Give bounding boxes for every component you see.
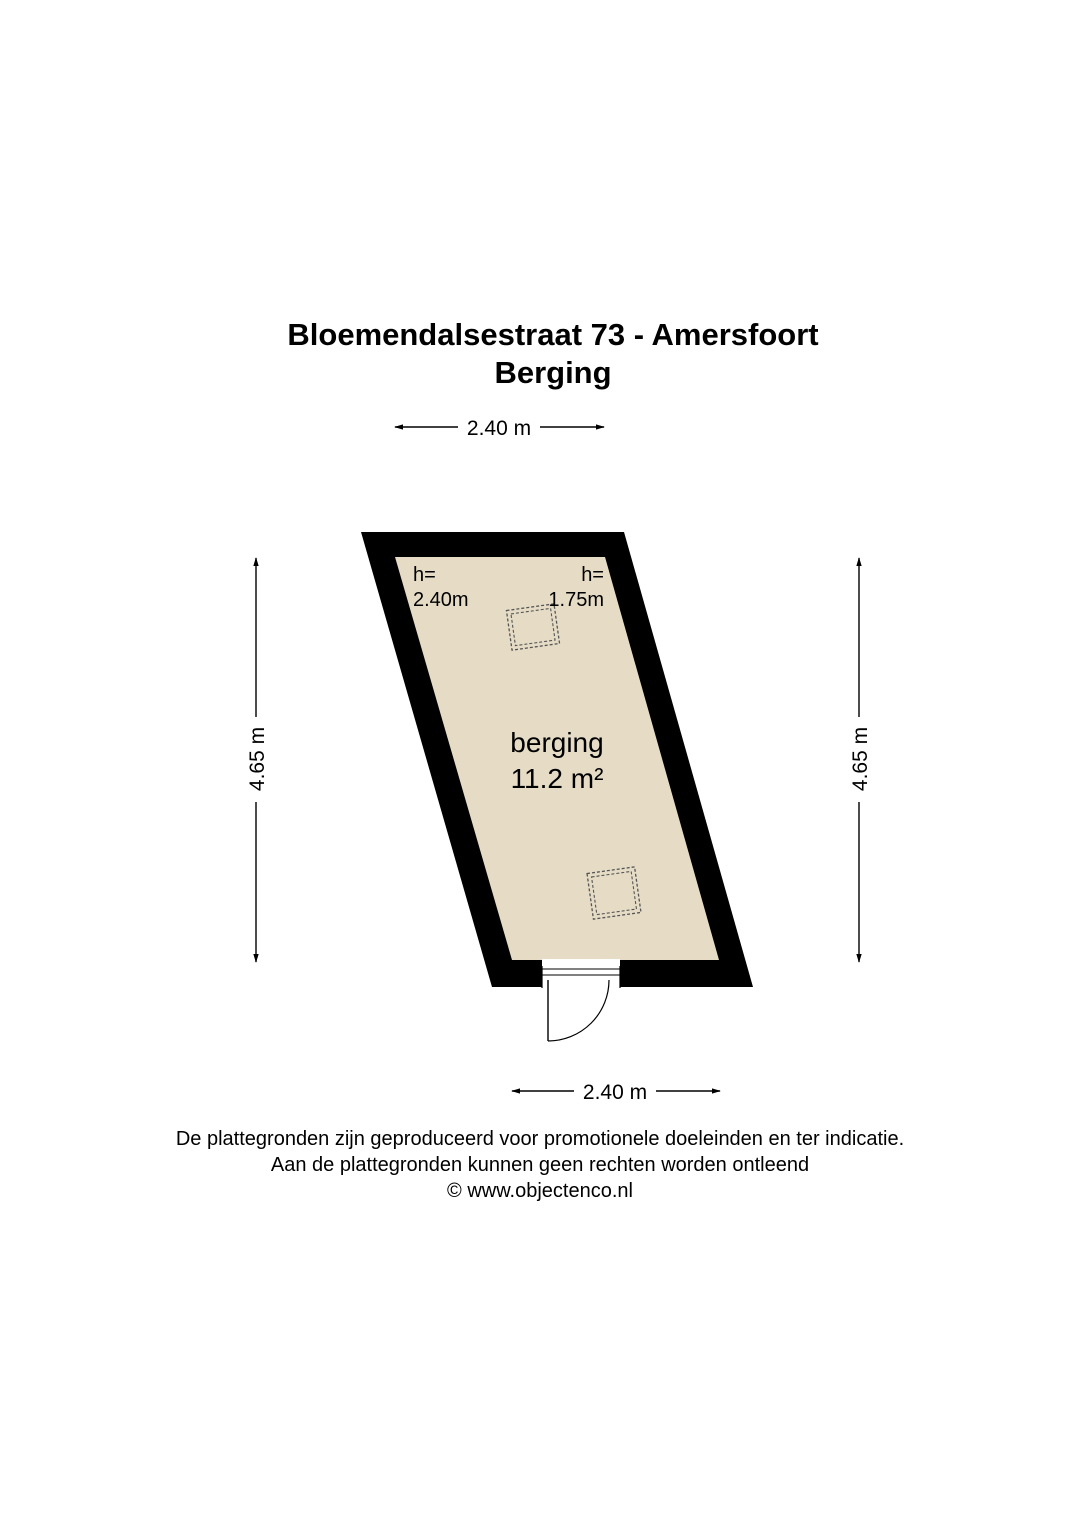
ceiling-height-right-value: 1.75m bbox=[548, 589, 604, 611]
copyright-line: © www.objectenco.nl bbox=[447, 1180, 633, 1202]
door bbox=[548, 980, 609, 1041]
dimension-top bbox=[395, 417, 604, 440]
ceiling-height-right-label: h= bbox=[581, 564, 604, 586]
dimension-top-label: 2.40 m bbox=[466, 417, 532, 440]
disclaimer-footer bbox=[0, 1126, 1080, 1204]
dimension-bottom-label: 2.40 m bbox=[582, 1081, 648, 1104]
disclaimer-line-2: Aan de plattegronden kunnen geen rechten worden ontleend bbox=[270, 1154, 810, 1176]
address-title: Bloemendalsestraat 73 - Amersfoort bbox=[287, 317, 819, 352]
dimension-left bbox=[246, 558, 269, 962]
ceiling-height-left-label: h= bbox=[413, 564, 436, 586]
disclaimer-line-1: De plattegronden zijn geproduceerd voor promotionele doeleinden en ter indicatie. bbox=[175, 1128, 905, 1150]
dimension-right-label: 4.65 m bbox=[849, 726, 872, 792]
dimension-bottom bbox=[512, 1081, 720, 1104]
room-name: berging bbox=[510, 727, 604, 758]
dimension-left-label: 4.65 m bbox=[246, 726, 269, 792]
floor-title: Berging bbox=[494, 355, 612, 390]
door-opening bbox=[542, 959, 620, 988]
room-area: 11.2 m² bbox=[510, 763, 604, 794]
ceiling-height-left-value: 2.40m bbox=[413, 589, 469, 611]
dimension-right bbox=[849, 558, 872, 962]
